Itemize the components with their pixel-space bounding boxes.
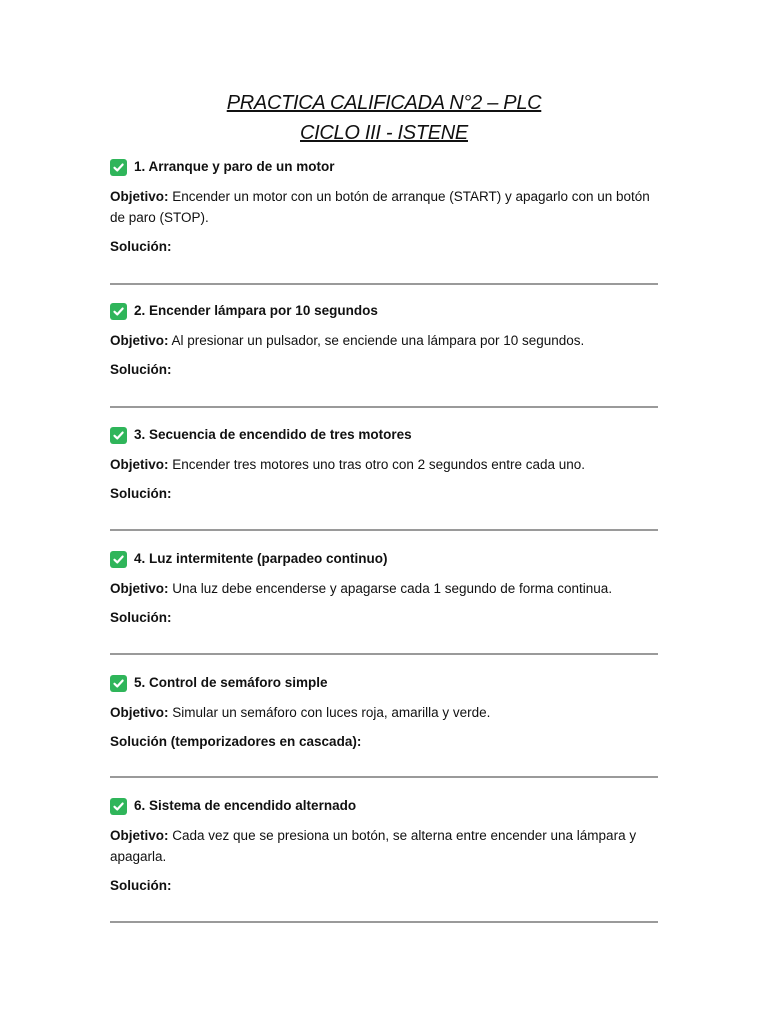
- objective-label: Objetivo:: [110, 189, 169, 204]
- solution-label: Solución:: [110, 239, 172, 254]
- objective-label: Objetivo:: [110, 333, 169, 348]
- section-3: [110, 425, 658, 504]
- title-line-1: PRACTICA CALIFICADA N°2 – PLC: [226, 92, 542, 114]
- objective-description: Cada vez que se presiona un botón, se alterna entre encender una lámpara y apagarla.: [110, 828, 637, 864]
- check-box-icon: [110, 427, 127, 444]
- objective-description: Simular un semáforo con luces roja, amarilla y verde.: [168, 705, 491, 720]
- section-title: 5. Control de semáforo simple: [134, 675, 328, 690]
- section-heading: [110, 796, 658, 816]
- section-6: [110, 796, 658, 896]
- section-heading: [110, 549, 658, 569]
- objective-description: Al presionar un pulsador, se enciende una lámpara por 10 segundos.: [168, 333, 585, 348]
- objective-label: Objetivo:: [110, 828, 169, 843]
- objective-label: Objetivo:: [110, 457, 169, 472]
- section-2: [110, 301, 658, 380]
- solution-label: Solución:: [110, 362, 172, 377]
- objective-text: [110, 330, 658, 351]
- title-line-2: CICLO III - ISTENE: [300, 122, 468, 144]
- check-box-icon: [110, 798, 127, 815]
- check-box-icon: [110, 303, 127, 320]
- section-4: [110, 549, 658, 628]
- objective-description: Encender tres motores uno tras otro con 2 segundos entre cada uno.: [168, 457, 586, 472]
- objective-description: Una luz debe encenderse y apagarse cada 1 segundo de forma continua.: [168, 581, 613, 596]
- objective-text: [110, 454, 658, 475]
- objective-label: Objetivo:: [110, 705, 169, 720]
- section-5: [110, 673, 658, 752]
- document-title: [0, 88, 768, 148]
- divider: [110, 283, 658, 285]
- check-box-icon: [110, 551, 127, 568]
- solution-label: Solución (temporizadores en cascada):: [110, 734, 362, 749]
- divider: [110, 653, 658, 655]
- section-heading: [110, 301, 658, 321]
- section-title: 4. Luz intermitente (parpadeo continuo): [134, 551, 388, 566]
- section-title: 1. Arranque y paro de un motor: [134, 159, 335, 174]
- objective-text: [110, 186, 658, 228]
- solution-label: Solución:: [110, 610, 172, 625]
- objective-text: [110, 578, 658, 599]
- divider: [110, 776, 658, 778]
- solution-label: Solución:: [110, 878, 172, 893]
- section-title: 2. Encender lámpara por 10 segundos: [134, 303, 378, 318]
- section-title: 3. Secuencia de encendido de tres motores: [134, 427, 412, 442]
- check-box-icon: [110, 675, 127, 692]
- section-heading: [110, 673, 658, 693]
- section-heading: [110, 157, 658, 177]
- objective-text: [110, 702, 658, 723]
- section-1: [110, 157, 658, 257]
- divider: [110, 406, 658, 408]
- divider: [110, 529, 658, 531]
- check-box-icon: [110, 159, 127, 176]
- objective-label: Objetivo:: [110, 581, 169, 596]
- divider: [110, 921, 658, 923]
- solution-label: Solución:: [110, 486, 172, 501]
- objective-description: Encender un motor con un botón de arranque (START) y apagarlo con un botón de paro (STOP).: [110, 189, 650, 225]
- section-title: 6. Sistema de encendido alternado: [134, 798, 357, 813]
- section-heading: [110, 425, 658, 445]
- objective-text: [110, 825, 658, 867]
